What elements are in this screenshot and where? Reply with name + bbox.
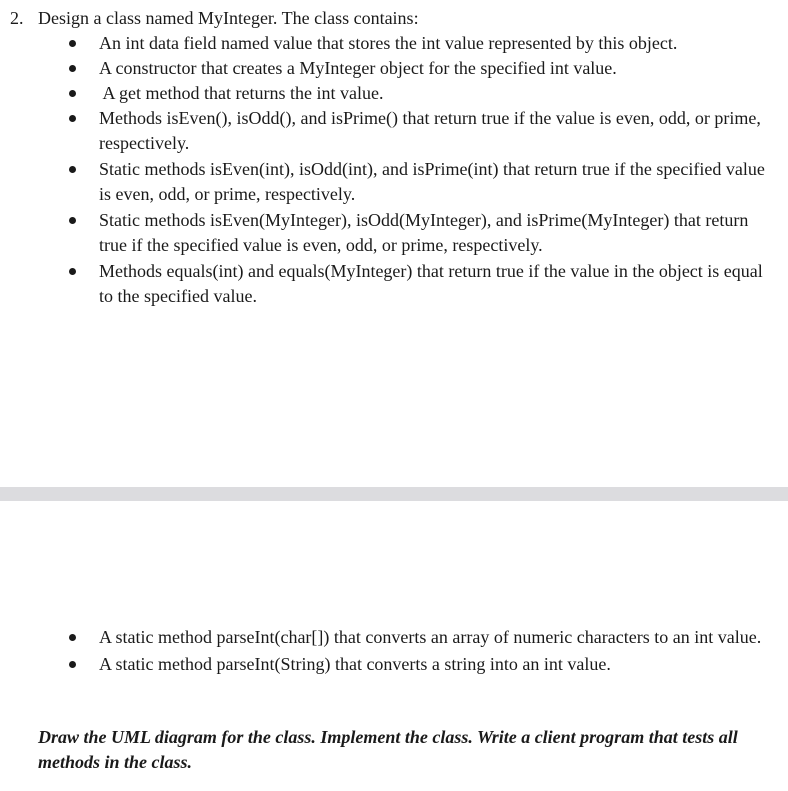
list-item-text: Static methods isEven(MyInteger), isOdd(MyInteger), and isPrime(MyInteger) that return true if the specified value is even, odd, or prime, respectively. [99,210,749,255]
page-bottom-section [0,501,788,791]
list-item [0,81,779,106]
list-item-text: A get method that returns the int value. [99,83,384,103]
list-item [0,625,779,650]
bullet-dot-icon [69,268,76,275]
bullet-dot-icon [69,115,76,122]
list-item-text: A static method parseInt(String) that converts a string into an int value. [99,654,611,674]
bullet-dot-icon [69,661,76,668]
list-item [0,208,779,258]
bullet-dot-icon [69,90,76,97]
requirements-list-continued [0,625,779,677]
requirements-list [0,31,779,309]
list-item-text: An int data field named value that stores the int value represented by this object. [99,33,678,53]
list-item-text: Methods isEven(), isOdd(), and isPrime() that return true if the value is even, odd, or prime, respectively. [99,108,761,153]
task-instruction: Draw the UML diagram for the class. Implement the class. Write a client program that tests all methods in the class. [38,727,738,772]
list-item-text: Methods equals(int) and equals(MyInteger) that return true if the value in the object is equal to the specified value. [99,261,763,306]
list-item [0,31,779,56]
question-text: Design a class named MyInteger. The class contains: [38,8,419,28]
question-heading [10,6,419,31]
question-number: 2. [10,8,24,28]
list-item-text: A static method parseInt(char[]) that converts an array of numeric characters to an int value. [99,627,762,647]
list-item-text: Static methods isEven(int), isOdd(int), and isPrime(int) that return true if the specified value is even, odd, or prime, respectively. [99,159,765,204]
list-item-text: A constructor that creates a MyInteger object for the specified int value. [99,58,617,78]
bullet-dot-icon [69,40,76,47]
bullet-dot-icon [69,634,76,641]
list-item [0,259,779,309]
page-separator [0,487,788,501]
list-item [0,56,779,81]
list-item [0,652,779,677]
bullet-dot-icon [69,166,76,173]
bullet-dot-icon [69,217,76,224]
list-item [0,106,779,156]
bullet-dot-icon [69,65,76,72]
list-item [0,157,779,207]
